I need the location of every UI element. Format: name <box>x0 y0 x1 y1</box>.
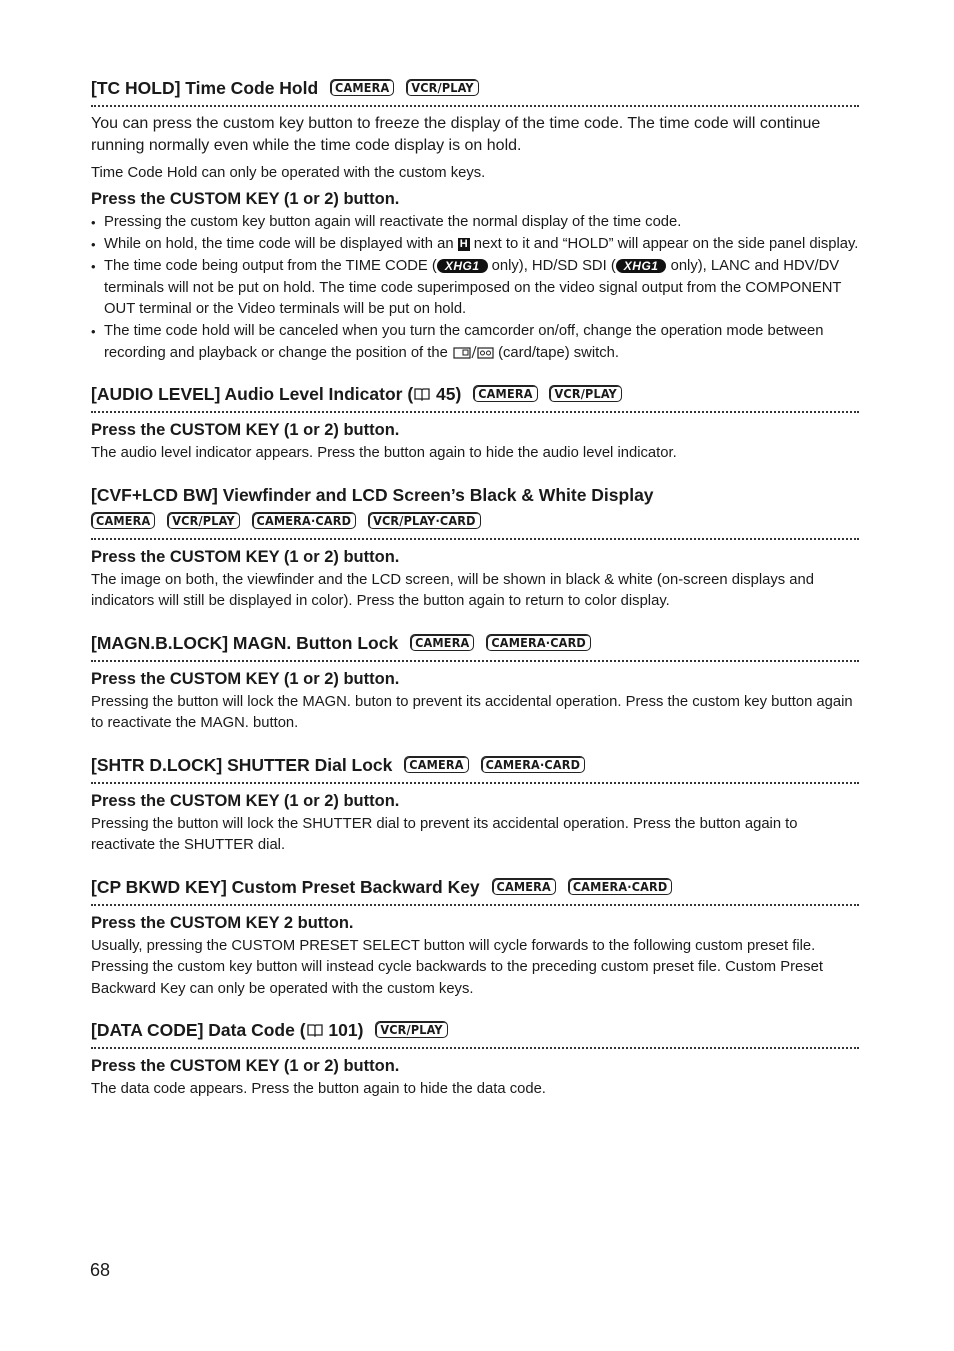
instruction: Press the CUSTOM KEY (1 or 2) button. <box>91 791 400 810</box>
heading-text: [AUDIO LEVEL] Audio Level Indicator ( <box>91 384 414 404</box>
section-heading <box>91 382 859 413</box>
model-xhg1-icon: XHG1 <box>437 259 488 273</box>
mode-badge-vcr-play-card: VCR/PLAY·CARD <box>368 512 481 529</box>
section-heading <box>91 1018 859 1049</box>
heading-text: [SHTR D.LOCK] SHUTTER Dial Lock <box>91 754 393 775</box>
instruction: Press the CUSTOM KEY (1 or 2) button. <box>91 1057 400 1075</box>
body-paragraph: The data code appears. Press the button again to hide the data code. <box>91 1081 546 1097</box>
badge-row <box>91 509 859 533</box>
intro-paragraph: You can press the custom key button to freeze the display of the time code. The time code will continue running normally even while the time code display is on hold. <box>91 115 821 154</box>
mode-badge-vcr-play: VCR/PLAY <box>549 385 621 402</box>
book-reference-icon <box>306 1023 324 1037</box>
mode-badge-camera: CAMERA <box>330 79 394 96</box>
manual-page <box>91 76 859 1119</box>
section-cvf-lcd-bw <box>91 483 859 613</box>
body-paragraph: The audio level indicator appears. Press the button again to hide the audio level indicator. <box>91 445 677 461</box>
section-tc-hold <box>91 76 859 364</box>
mode-badge-vcr-play: VCR/PLAY <box>406 79 478 96</box>
mode-badge-vcr-play: VCR/PLAY <box>167 512 239 529</box>
mode-badge-camera-card: CAMERA·CARD <box>252 512 357 529</box>
list-item: • The time code hold will be canceled when you turn the camcorder on/off, change the operation mode between recording and playback or change the position of the (card/tape) switch. <box>91 321 859 364</box>
mode-badge-camera-card: CAMERA·CARD <box>568 878 673 895</box>
section-audio-level <box>91 382 859 465</box>
book-reference-icon <box>413 387 431 401</box>
instruction: Press the CUSTOM KEY (1 or 2) button. <box>91 421 400 439</box>
list-item: • Pressing the custom key button again will reactivate the normal display of the time code. <box>91 212 859 234</box>
section-cp-backward-key <box>91 875 859 1001</box>
section-heading <box>91 875 859 906</box>
bullet-list <box>91 212 859 364</box>
section-heading <box>91 76 859 107</box>
section-heading <box>91 753 859 784</box>
section-magn-lock <box>91 631 859 735</box>
heading-text: [CVF+LCD BW] Viewfinder and LCD Screen’s Black & White Display <box>91 484 654 505</box>
instruction: Press the CUSTOM KEY (1 or 2) button. <box>91 669 400 688</box>
section-heading <box>91 483 859 540</box>
heading-text: [MAGN.B.LOCK] MAGN. Button Lock <box>91 632 399 653</box>
model-xhg1-icon: XHG1 <box>616 259 667 273</box>
mode-badge-camera: CAMERA <box>404 756 468 773</box>
instruction: Press the CUSTOM KEY (1 or 2) button. <box>91 190 400 208</box>
hold-h-icon: H <box>459 238 468 250</box>
list-item: • The time code being output from the TIME CODE ( XHG1 only), HD/SD SDI ( XHG1 only), LANC and HDV/DV terminals will not be put on hold. The time code superimposed on the video signal output from the COMPONENT OUT terminal or the Video terminals will be put on hold. <box>91 256 859 321</box>
mode-badge-camera-card: CAMERA·CARD <box>486 634 591 651</box>
card-tape-switch-icon <box>452 345 494 359</box>
mode-badge-camera: CAMERA <box>492 878 556 895</box>
page-number: 68 <box>90 1260 111 1280</box>
mode-badge-camera: CAMERA <box>91 512 155 529</box>
body-paragraph: Usually, pressing the CUSTOM PRESET SELECT button will cycle forwards to the following custom preset file. Pressing the custom key button will instead cycle backwards to the preceding custom preset file. Custom Preset Backward Key can only be operated with the custom keys. <box>91 937 823 997</box>
section-data-code <box>91 1018 859 1101</box>
mode-badge-camera-card: CAMERA·CARD <box>481 756 586 773</box>
heading-text: [TC HOLD] Time Code Hold <box>91 78 319 98</box>
body-paragraph: Pressing the button will lock the MAGN. buton to prevent its accidental operation. Press the custom key button again to reactivate the MAGN. button. <box>91 693 853 731</box>
body-paragraph: The image on both, the viewfinder and the LCD screen, will be shown in black & white (on-screen displays and indicators will still be displayed in color). Press the button again to return to color display. <box>91 571 814 609</box>
mode-badge-camera: CAMERA <box>410 634 474 651</box>
section-heading <box>91 631 859 662</box>
note-paragraph: Time Code Hold can only be operated with the custom keys. <box>91 165 486 181</box>
instruction: Press the CUSTOM KEY 2 button. <box>91 913 354 932</box>
section-shutter-lock <box>91 753 859 857</box>
body-paragraph: Pressing the button will lock the SHUTTER dial to prevent its accidental operation. Press the button again to reactivate the SHUTTER dial. <box>91 815 798 853</box>
list-item: • While on hold, the time code will be displayed with an H next to it and “HOLD” will appear on the side panel display. <box>91 234 859 256</box>
mode-badge-vcr-play: VCR/PLAY <box>375 1021 447 1038</box>
instruction: Press the CUSTOM KEY (1 or 2) button. <box>91 547 400 566</box>
mode-badge-camera: CAMERA <box>473 385 537 402</box>
page-reference: 45) <box>436 384 462 404</box>
heading-text: [DATA CODE] Data Code ( <box>91 1020 306 1040</box>
heading-text: [CP BKWD KEY] Custom Preset Backward Key <box>91 876 480 897</box>
page-reference: 101) <box>328 1020 364 1040</box>
